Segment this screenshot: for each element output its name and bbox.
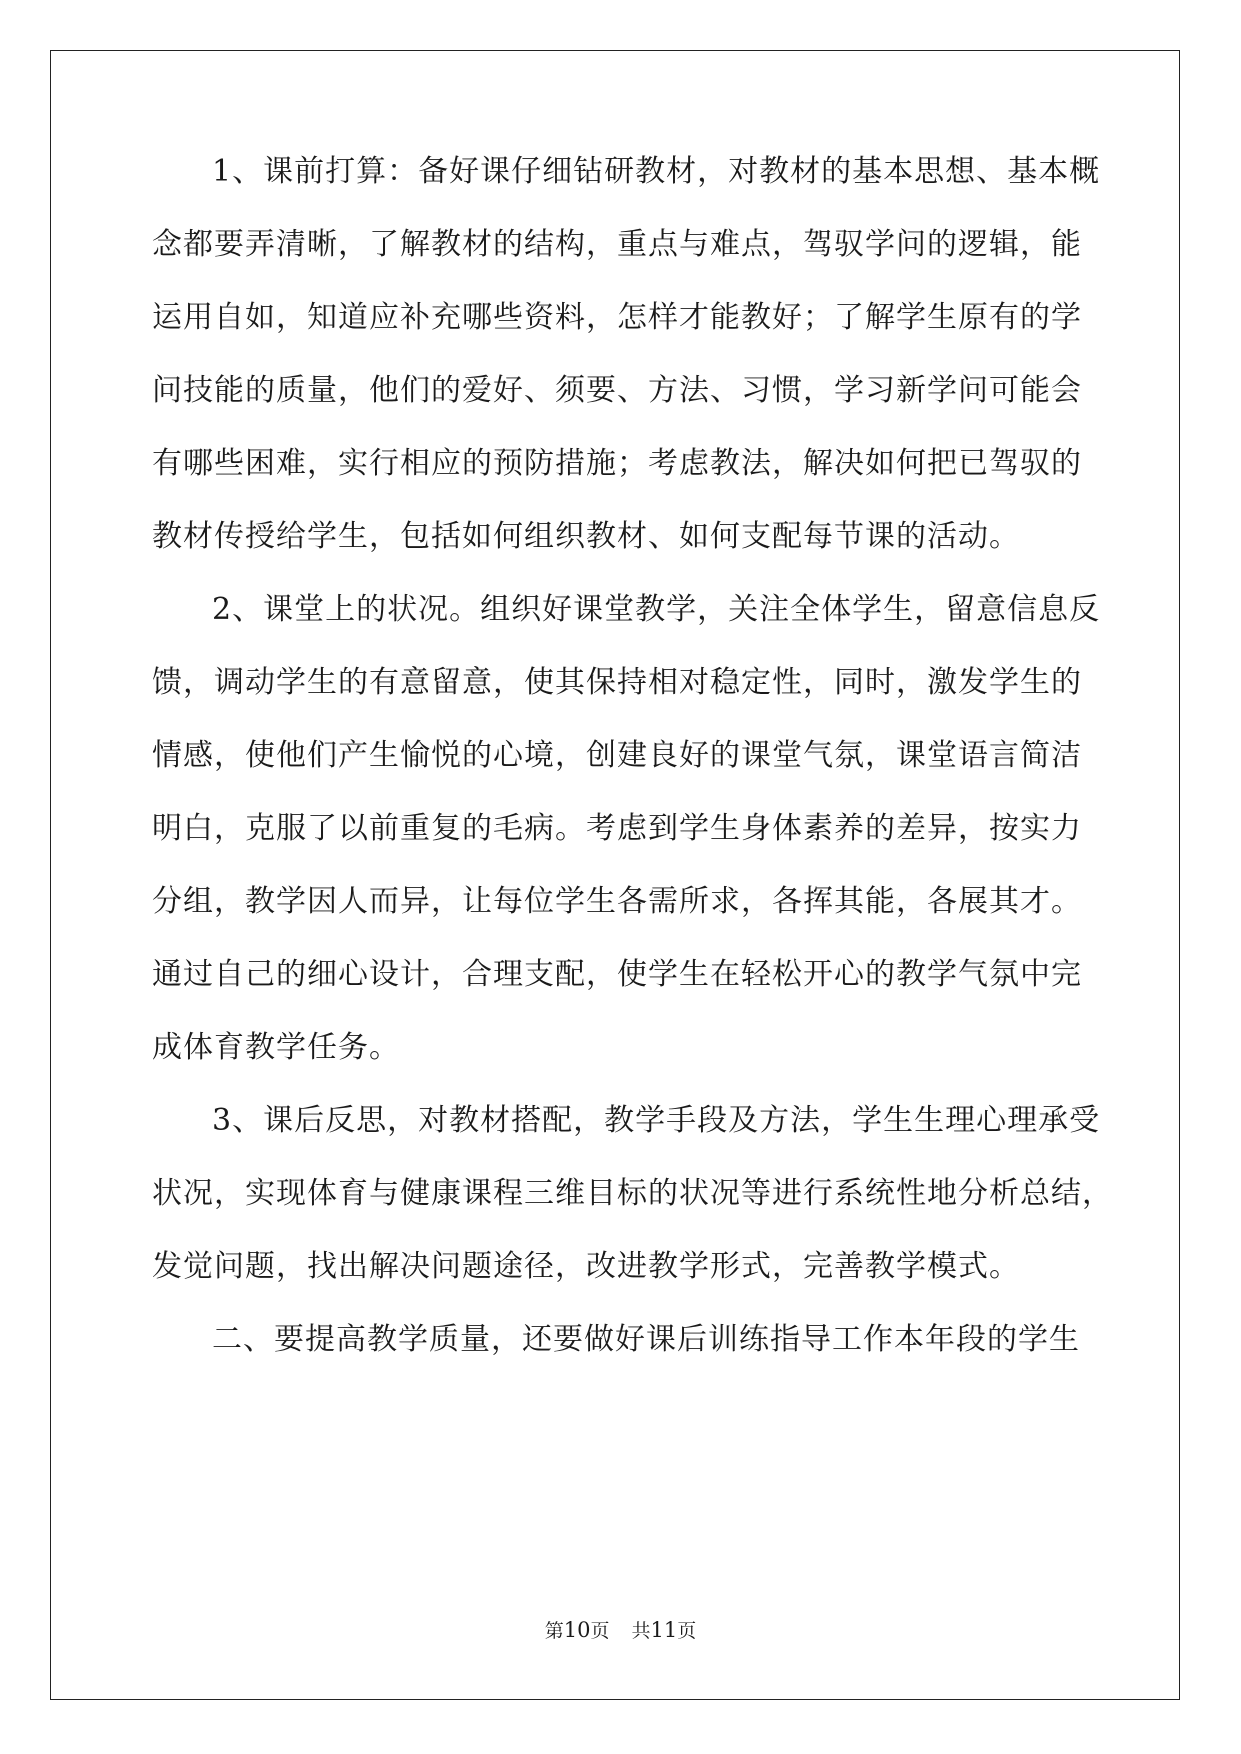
paragraph-2-line-7: 成体育教学任务。 <box>152 1030 400 1065</box>
page-suffix: 页 <box>590 1620 610 1642</box>
paragraph-2-line-4: 明白，克服了以前重复的毛病。考虑到学生身体素养的差异，按实力 <box>152 811 1082 846</box>
paragraph-1-line-5: 有哪些困难，实行相应的预防措施；考虑教法，解决如何把已驾驭的 <box>152 446 1082 481</box>
paragraph-3-line-2: 状况，实现体育与健康课程三维目标的状况等进行系统性地分析总结， <box>152 1176 1113 1211</box>
paragraph-1-line-6: 教材传授给学生，包括如何组织教材、如何支配每节课的活动。 <box>152 519 1020 554</box>
total-page-number: 11 <box>650 1618 678 1642</box>
paragraph-2-line-1: 2、课堂上的状况。组织好课堂教学，关注全体学生，留意信息反 <box>212 592 1101 627</box>
paragraph-1-line-4: 问技能的质量，他们的爱好、须要、方法、习惯，学习新学问可能会 <box>152 373 1082 408</box>
paragraph-4-line-1: 二、要提高教学质量，还要做好课后训练指导工作本年段的学生 <box>212 1322 1080 1357</box>
paragraph-2-line-2: 馈，调动学生的有意留意，使其保持相对稳定性，同时，激发学生的 <box>152 665 1082 700</box>
paragraph-2-line-5: 分组，教学因人而异，让每位学生各需所求，各挥其能，各展其才。 <box>152 884 1082 919</box>
total-prefix: 共 <box>631 1620 651 1642</box>
paragraph-2-line-6: 通过自己的细心设计，合理支配，使学生在轻松开心的教学气氛中完 <box>152 957 1082 992</box>
paragraph-3-line-1: 3、课后反思，对教材搭配，教学手段及方法，学生生理心理承受 <box>212 1103 1101 1138</box>
paragraph-1-line-1: 1、课前打算：备好课仔细钻研教材，对教材的基本思想、基本概 <box>212 154 1101 189</box>
page-prefix: 第 <box>544 1620 564 1642</box>
paragraph-2-line-3: 情感，使他们产生愉悦的心境，创建良好的课堂气氛，课堂语言简洁 <box>152 738 1082 773</box>
paragraph-1-line-3: 运用自如，知道应补充哪些资料，怎样才能教好；了解学生原有的学 <box>152 300 1082 335</box>
total-suffix: 页 <box>677 1620 697 1642</box>
paragraph-1-line-2: 念都要弄清晰，了解教材的结构，重点与难点，驾驭学问的逻辑，能 <box>152 227 1082 262</box>
page-footer <box>0 1618 1241 1643</box>
current-page-number: 10 <box>563 1618 591 1642</box>
paragraph-3-line-3: 发觉问题，找出解决问题途径，改进教学形式，完善教学模式。 <box>152 1249 1020 1284</box>
